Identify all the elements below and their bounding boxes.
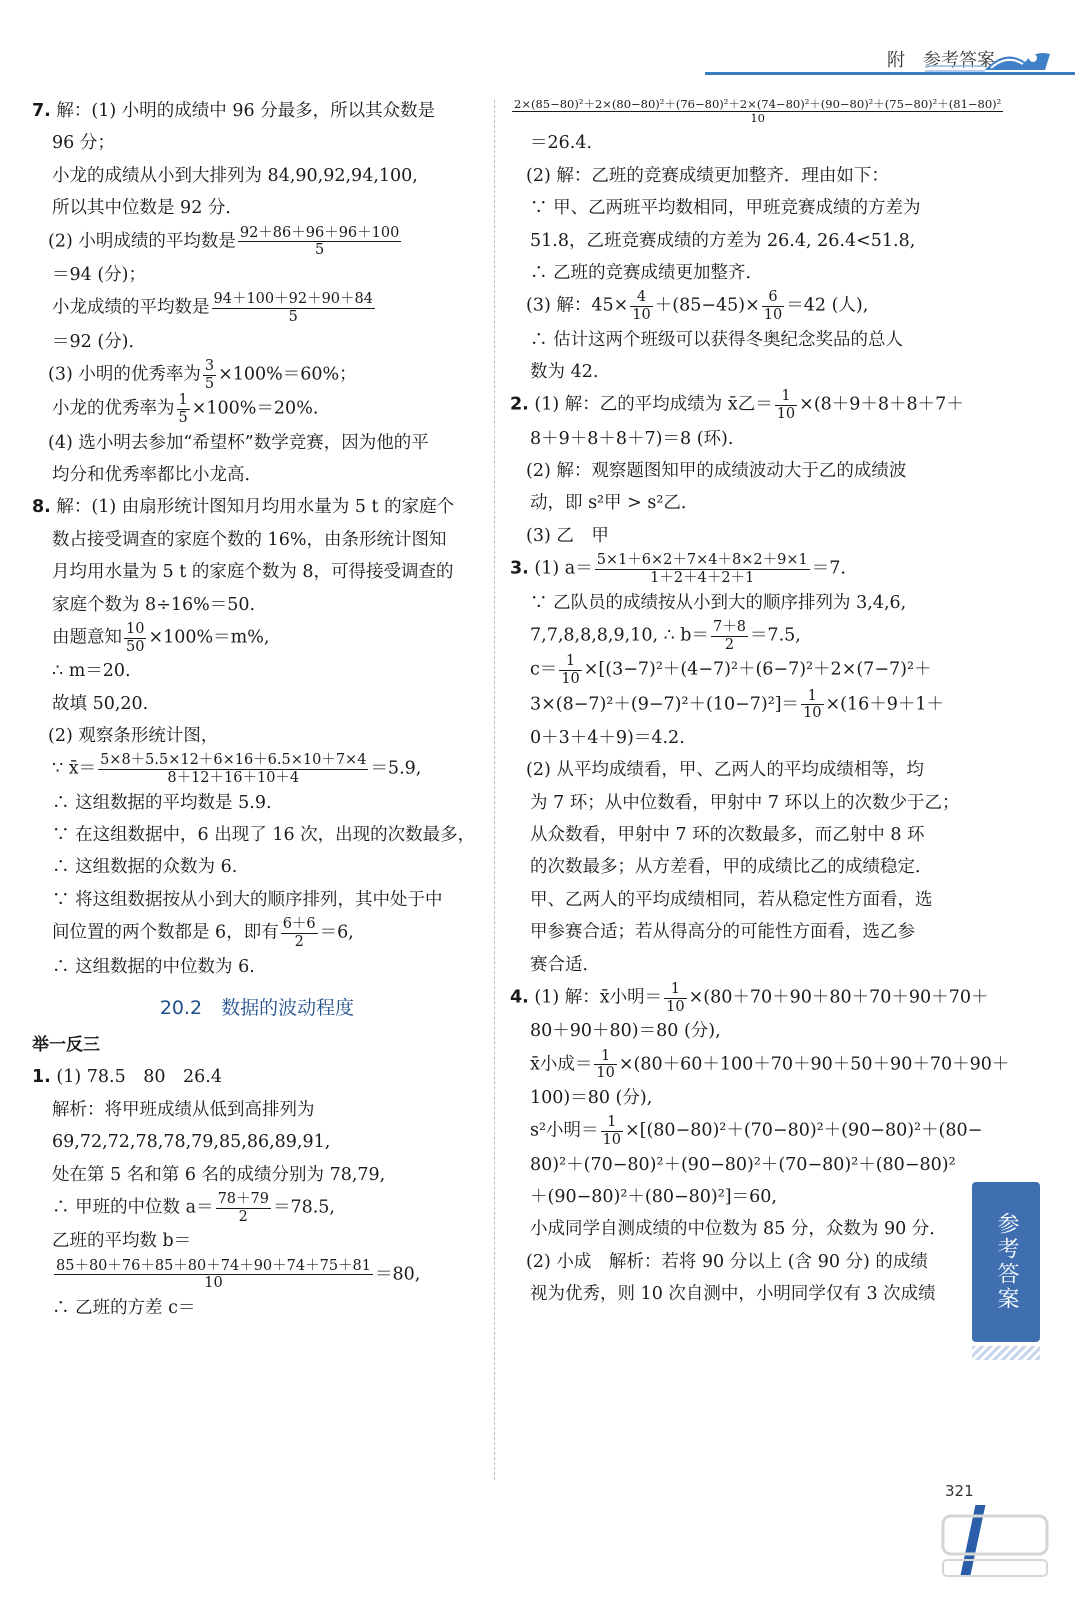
text: s²小明＝	[530, 1121, 599, 1142]
text: 7,7,8,8,8,9,10, ∴ b＝	[530, 625, 709, 646]
text: (2) 解：观察题图知甲的成绩波动大于乙的成绩波	[526, 461, 907, 482]
formula-line	[510, 653, 960, 687]
text: 赛合适．	[530, 954, 600, 975]
text: ×(16＋9＋1＋	[825, 694, 945, 715]
text: 100)＝80 (分),	[530, 1088, 653, 1108]
text: 3×(8−7)²＋(9−7)²＋(10−7)²]＝	[530, 694, 800, 715]
text: ∴ 这组数据的中位数为 6.	[52, 956, 255, 977]
text: 故填 50,20.	[52, 693, 149, 714]
text: 的次数最多；从方差看，甲的成绩比乙的成绩稳定．	[530, 857, 933, 878]
question-number: 4.	[510, 987, 529, 1008]
numerator: 6	[762, 289, 784, 307]
text: (3) 解：45×	[526, 295, 629, 316]
numerator: 10	[126, 620, 145, 637]
denominator: 50	[126, 638, 145, 655]
text: x̄小成＝	[530, 1054, 593, 1075]
formula-line	[32, 225, 482, 259]
fraction	[212, 291, 375, 325]
denominator: 5	[314, 242, 325, 259]
fraction	[601, 1114, 623, 1148]
fraction	[762, 289, 784, 323]
text: 80)²＋(70−80)²＋(90−80)²＋(70−80)²＋(80−80)²	[530, 1154, 956, 1175]
answer-3-line	[510, 552, 960, 586]
text: 从众数看，甲射中 7 环的次数最多，而乙射中 8 环	[530, 825, 925, 846]
text: ×[(80−80)²＋(70−80)²＋(90−80)²＋(80−	[624, 1121, 983, 1142]
text: 数占接受调查的家庭个数的 16%，由条形统计图知	[52, 529, 447, 550]
text: 甲参赛合适；若从得高分的可能性方面看，选乙参	[530, 922, 915, 943]
numerator: 1	[664, 981, 686, 999]
formula-line	[32, 358, 482, 392]
formula-line	[510, 289, 960, 323]
denominator: 2	[294, 933, 304, 950]
text: 小龙的成绩从小到大排列为 84,90,92,94,100,	[52, 165, 418, 186]
numerator: 85＋80＋76＋85＋80＋74＋90＋74＋75＋81	[56, 1257, 372, 1274]
fraction	[98, 752, 368, 786]
numerator: 94＋100＋92＋90＋84	[213, 291, 373, 308]
formula-line	[32, 916, 482, 950]
text: 均分和优秀率都比小龙高．	[52, 465, 262, 485]
text: ∴ 乙班的竞赛成绩更加整齐．	[530, 262, 764, 283]
text: ×100%＝m%,	[148, 627, 270, 648]
text: ＝6,	[319, 922, 354, 943]
text: ∵ 将这组数据按从小到大的顺序排列，其中处于中	[52, 889, 443, 910]
text: (2) 解：乙班的竞赛成绩更加整齐．理由如下：	[526, 165, 889, 186]
formula-line	[510, 95, 1002, 127]
text: ∵ 甲、乙两班平均数相同，甲班竞赛成绩的方差为	[530, 198, 921, 219]
text: ×100%＝60%；	[218, 364, 357, 385]
text: 8＋9＋8＋8＋7)＝8 (环).	[530, 428, 734, 449]
question-number: 8.	[32, 497, 51, 518]
numerator: 4	[630, 289, 652, 307]
numerator: 7＋8	[712, 618, 746, 635]
denominator: 10	[803, 705, 822, 722]
text: ×100%＝20%.	[191, 398, 319, 419]
question-number: 2.	[510, 395, 529, 416]
denominator: 10	[666, 998, 685, 1015]
text: ×(80＋60＋100＋70＋90＋50＋90＋70＋90＋	[618, 1054, 1010, 1075]
numerator: 5×1＋6×2＋7×4＋8×2＋9×1	[596, 552, 808, 569]
text: 为 7 环；从中位数看，甲射中 7 环以上的次数少于乙；	[530, 792, 960, 813]
text: 解：(1) 小明的成绩中 96 分最多，所以其众数是	[56, 101, 436, 121]
question-number: 1.	[32, 1067, 51, 1088]
column-divider	[494, 100, 495, 1480]
denominator: 10	[763, 306, 783, 323]
answer-2-line	[510, 388, 964, 423]
text: ＝42 (人),	[786, 295, 869, 316]
denominator: 10	[750, 111, 765, 125]
text: 51.8，乙班竞赛成绩的方差为 26.4, 26.4<51.8,	[530, 230, 916, 251]
numerator: 2×(85−80)²＋2×(80−80)²＋(76−80)²＋2×(74−80)²＋(90−80)²＋(75−80)²＋(81−80)²	[514, 96, 1002, 111]
text: ＝5.9,	[370, 759, 422, 780]
text: 甲、乙两人的平均成绩相同，若从稳定性方面看，选	[530, 889, 933, 910]
text: 处在第 5 名和第 6 名的成绩分别为 78,79,	[52, 1164, 386, 1185]
text: 乙班的平均数 b＝	[52, 1231, 192, 1252]
text: (1) a＝	[534, 558, 593, 579]
side-tab-answers[interactable]: 参考答案	[972, 1182, 1040, 1342]
numerator: 1	[775, 388, 797, 406]
text: 由题意知	[52, 627, 122, 648]
text: ＝92 (分)．	[52, 331, 146, 352]
question-number: 3.	[510, 558, 529, 579]
fraction	[594, 1048, 616, 1082]
text: ＋(90−80)²＋(80−80)²]＝60,	[530, 1187, 777, 1208]
text: 0＋3＋4＋9)＝4.2.	[530, 727, 685, 748]
fraction	[54, 1258, 373, 1292]
text: (3) 乙 甲	[526, 525, 609, 546]
section-title: 20.2 数据的波动程度	[159, 996, 355, 1019]
formula-line	[510, 619, 960, 653]
numerator: 3	[204, 357, 215, 374]
answer-1-line	[32, 1061, 482, 1093]
watermark-logo-icon	[935, 1510, 1055, 1582]
formula-line	[32, 752, 482, 786]
answer-4-line	[510, 980, 989, 1015]
fraction	[630, 289, 652, 323]
text: 解析：将甲班成绩从低到高排列为	[52, 1099, 315, 1120]
text: 96 分；	[52, 133, 115, 154]
text: 69,72,72,78,78,79,85,86,89,91,	[52, 1132, 331, 1153]
text: ＝7.5,	[749, 625, 801, 646]
fraction	[203, 358, 216, 392]
denominator: 10	[561, 670, 580, 687]
side-tab-stripe	[972, 1346, 1040, 1360]
numerator: 92＋86＋96＋96＋100	[239, 224, 400, 241]
text: ＝7.	[811, 558, 846, 579]
denominator: 5	[178, 409, 188, 426]
text: 所以其中位数是 92 分．	[52, 198, 243, 219]
fraction	[238, 225, 401, 259]
formula-line	[510, 1047, 1010, 1082]
subsection-heading: 举一反三	[32, 1035, 100, 1056]
page-number: 321	[945, 1482, 974, 1500]
text: 动，即 s²甲 > s²乙．	[530, 493, 699, 514]
denominator: 10	[602, 1132, 621, 1149]
text: 80＋90＋80)＝80 (分),	[530, 1021, 721, 1042]
text: 间位置的两个数都是 6，即有	[52, 922, 279, 943]
formula-line	[32, 1258, 482, 1292]
text: ∴ 甲班的中位数 a＝	[52, 1197, 214, 1218]
running-header: 附 参考答案	[887, 50, 995, 71]
fraction	[124, 621, 146, 655]
text: ∴ 估计这两个班级可以获得冬奥纪念奖品的总人	[530, 329, 904, 350]
formula-line	[32, 1191, 482, 1225]
formula-line	[32, 621, 482, 655]
text: 小龙的优秀率为	[52, 398, 175, 419]
text: 视为优秀，则 10 次自测中，小明同学仅有 3 次成绩	[530, 1284, 936, 1305]
text: (2) 小明成绩的平均数是	[48, 231, 236, 252]
text: (1) 78.5 80 26.4	[56, 1067, 222, 1088]
text: ×(80＋70＋90＋80＋70＋90＋70＋	[688, 987, 989, 1008]
text: ＝94 (分)；	[52, 264, 146, 285]
text: ∵ 在这组数据中，6 出现了 16 次，出现的次数最多，	[52, 825, 476, 846]
numerator: 1	[601, 1114, 623, 1132]
text: ＝26.4.	[530, 133, 593, 154]
denominator: 5	[204, 375, 215, 392]
question-number: 7.	[32, 101, 51, 121]
text: 小龙成绩的平均数是	[52, 297, 210, 318]
text: 家庭个数为 8÷16%＝50.	[52, 594, 256, 615]
text: (2) 从平均成绩看，甲、乙两人的平均成绩相等，均	[526, 760, 924, 781]
text: 小成同学自测成绩的中位数为 85 分，众数为 90 分．	[530, 1219, 947, 1240]
text: ×(8＋9＋8＋8＋7＋	[799, 395, 964, 416]
text: ∴ 这组数据的众数为 6.	[52, 857, 238, 878]
denominator: 1＋2＋4＋2＋1	[650, 569, 755, 586]
denominator: 2	[238, 1208, 248, 1225]
numerator: 1	[178, 392, 188, 409]
text: ∴ m＝20.	[52, 661, 131, 682]
text: ＋(85−45)×	[654, 295, 760, 316]
formula-line	[510, 688, 960, 722]
fraction	[216, 1191, 271, 1225]
denominator: 5	[288, 308, 298, 325]
text: (1) 解：x̄小明＝	[534, 987, 663, 1008]
answer-8-line	[32, 491, 482, 523]
text: 解：(1) 由扇形统计图知月均用水量为 5 t 的家庭个	[56, 497, 455, 518]
fraction	[711, 619, 748, 653]
denominator: 2	[724, 636, 735, 653]
denominator: 10	[204, 1275, 223, 1292]
numerator: 6＋6	[282, 916, 316, 933]
fraction	[281, 916, 318, 950]
text: (3) 小明的优秀率为	[48, 364, 201, 385]
answer-7-line	[32, 95, 482, 127]
fraction	[775, 388, 797, 422]
text: (4) 选小明去参加“希望杯”数学竞赛，因为他的平	[48, 432, 429, 453]
fraction	[177, 392, 190, 426]
formula-line	[510, 1114, 983, 1149]
text: ∴ 这组数据的平均数是 5.9.	[52, 792, 272, 813]
numerator: 1	[594, 1048, 616, 1066]
numerator: 78＋79	[217, 1190, 269, 1207]
denominator: 10	[776, 406, 796, 423]
text: (2) 观察条形统计图，	[48, 725, 219, 746]
denominator: 8＋12＋16＋10＋4	[167, 770, 300, 787]
text: c＝	[530, 659, 558, 680]
numerator: 1	[801, 688, 823, 706]
text: ∵ x̄＝	[52, 759, 97, 780]
text: ×[(3−7)²＋(4−7)²＋(6−7)²＋2×(7−7)²＋	[583, 659, 932, 680]
text: (2) 小成 解析：若将 90 分以上 (含 90 分) 的成绩	[526, 1251, 928, 1272]
left-column	[32, 95, 482, 1324]
numerator: 1	[559, 653, 581, 671]
fraction	[559, 653, 581, 687]
text: (1) 解：乙的平均成绩为 x̄乙＝	[534, 395, 773, 416]
numerator: 5×8＋5.5×12＋6×16＋6.5×10＋7×4	[100, 752, 367, 769]
fraction	[664, 981, 686, 1015]
denominator: 10	[596, 1065, 615, 1082]
denominator: 10	[632, 306, 651, 323]
fraction	[512, 98, 1003, 125]
text: ＝80,	[375, 1264, 421, 1285]
formula-line	[32, 291, 482, 325]
text: ∴ 乙班的方差 c＝	[52, 1298, 196, 1319]
fraction	[801, 688, 823, 722]
book-logo-icon	[925, 40, 1055, 80]
text: 月均用水量为 5 t 的家庭个数为 8，可得接受调查的	[52, 562, 454, 583]
text: 数为 42.	[530, 361, 599, 382]
text: ∵ 乙队员的成绩按从小到大的顺序排列为 3,4,6,	[530, 592, 907, 613]
formula-line	[32, 392, 482, 426]
fraction	[595, 552, 810, 586]
text: ＝78.5,	[272, 1197, 335, 1218]
